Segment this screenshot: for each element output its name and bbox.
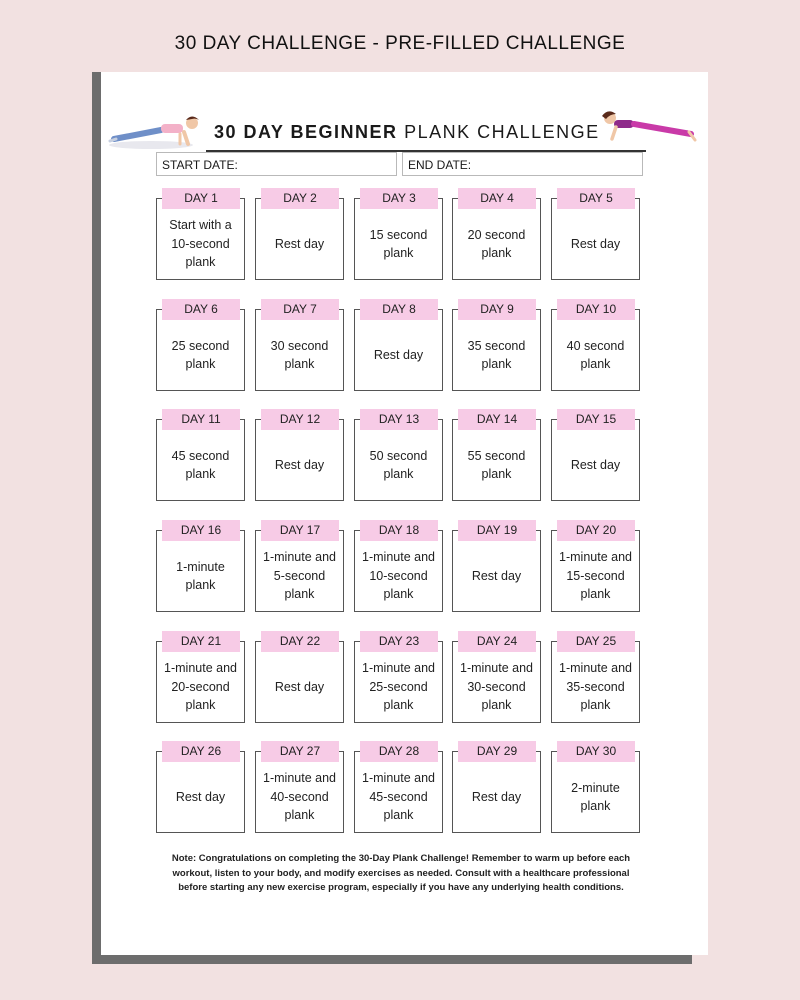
day-label: DAY 20	[557, 520, 635, 541]
day-activity: 30 second plank	[270, 338, 329, 371]
day-cell	[551, 299, 642, 391]
day-activity: 1-minute and 15-second plank	[559, 550, 632, 602]
day-cell	[354, 299, 445, 391]
planner-title-bold: 30 DAY BEGINNER	[214, 122, 398, 142]
day-cell	[156, 299, 247, 391]
day-cell	[156, 741, 247, 833]
day-cell	[156, 631, 247, 723]
day-activity: 1-minute and 35-second plank	[559, 661, 632, 713]
day-cell	[551, 631, 642, 723]
day-label: DAY 22	[261, 631, 339, 652]
day-cell	[354, 188, 445, 280]
day-label: DAY 25	[557, 631, 635, 652]
day-label: DAY 3	[360, 188, 438, 209]
day-activity: 55 second plank	[467, 448, 526, 481]
day-cell	[156, 188, 247, 280]
day-label: DAY 19	[458, 520, 536, 541]
day-label: DAY 2	[261, 188, 339, 209]
day-label: DAY 18	[360, 520, 438, 541]
day-label: DAY 12	[261, 409, 339, 430]
day-activity: 20 second plank	[467, 227, 526, 260]
day-activity: Start with a 10-second plank	[169, 218, 232, 270]
day-activity: 1-minute and 40-second plank	[263, 771, 336, 823]
day-cell	[551, 409, 642, 501]
day-label: DAY 23	[360, 631, 438, 652]
day-cell	[452, 409, 543, 501]
plank-woman-right-illustration	[596, 110, 701, 150]
day-activity: Rest day	[471, 568, 522, 583]
day-cell	[452, 741, 543, 833]
day-label: DAY 27	[261, 741, 339, 762]
day-activity: 40 second plank	[566, 338, 625, 371]
day-activity: 1-minute plank	[176, 559, 225, 592]
day-activity: 1-minute and 20-second plank	[164, 661, 237, 713]
day-cell	[551, 520, 642, 612]
day-activity: 35 second plank	[467, 338, 526, 371]
day-cell	[255, 299, 346, 391]
day-cell	[255, 520, 346, 612]
day-activity: 2-minute plank	[571, 780, 620, 813]
day-label: DAY 10	[557, 299, 635, 320]
day-activity: 50 second plank	[369, 448, 428, 481]
day-label: DAY 29	[458, 741, 536, 762]
day-label: DAY 30	[557, 741, 635, 762]
day-cell	[354, 520, 445, 612]
planner-title	[214, 122, 600, 143]
day-label: DAY 28	[360, 741, 438, 762]
day-label: DAY 6	[162, 299, 240, 320]
day-activity: Rest day	[570, 236, 621, 251]
plank-woman-left-illustration	[106, 114, 211, 154]
day-activity: Rest day	[274, 457, 325, 472]
day-cell	[452, 299, 543, 391]
day-label: DAY 4	[458, 188, 536, 209]
day-label: DAY 7	[261, 299, 339, 320]
day-cell	[452, 631, 543, 723]
day-cell	[255, 188, 346, 280]
day-cell	[156, 520, 247, 612]
day-cell	[255, 631, 346, 723]
day-cell	[255, 409, 346, 501]
challenge-note: Note: Congratulations on completing the 30-Day Plank Challenge! Remember to warm up before each workout, listen to your body, and modify exercises as needed. Consult with a healthcare professional before starting any new exercise program, especially if you have any underlying health conditions.	[171, 853, 631, 893]
day-activity: Rest day	[373, 347, 424, 362]
day-activity: 1-minute and 10-second plank	[362, 550, 435, 602]
day-activity: 25 second plank	[171, 338, 230, 371]
planner-sheet	[101, 72, 708, 955]
day-activity: 15 second plank	[369, 227, 428, 260]
day-label: DAY 14	[458, 409, 536, 430]
day-label: DAY 1	[162, 188, 240, 209]
day-activity: Rest day	[175, 789, 226, 804]
day-label: DAY 26	[162, 741, 240, 762]
planner-title-rest: PLANK CHALLENGE	[397, 122, 600, 142]
day-activity: Rest day	[274, 679, 325, 694]
date-row	[156, 152, 643, 178]
day-label: DAY 8	[360, 299, 438, 320]
day-activity: 1-minute and 45-second plank	[362, 771, 435, 823]
day-label: DAY 17	[261, 520, 339, 541]
day-activity: Rest day	[471, 789, 522, 804]
day-cell	[551, 741, 642, 833]
planner-header	[106, 110, 701, 152]
day-label: DAY 9	[458, 299, 536, 320]
day-cell	[452, 188, 543, 280]
day-activity: Rest day	[570, 457, 621, 472]
day-activity: 1-minute and 5-second plank	[263, 550, 336, 602]
day-cell	[452, 520, 543, 612]
day-cell	[354, 631, 445, 723]
day-cell	[156, 409, 247, 501]
day-label: DAY 16	[162, 520, 240, 541]
day-activity: 1-minute and 30-second plank	[460, 661, 533, 713]
day-label: DAY 15	[557, 409, 635, 430]
page-caption: 30 DAY CHALLENGE - PRE-FILLED CHALLENGE	[174, 33, 626, 54]
day-cell	[354, 409, 445, 501]
day-activity: 1-minute and 25-second plank	[362, 661, 435, 713]
day-label: DAY 5	[557, 188, 635, 209]
day-label: DAY 11	[162, 409, 240, 430]
day-label: DAY 21	[162, 631, 240, 652]
day-activity: 45 second plank	[171, 448, 230, 481]
day-cell	[255, 741, 346, 833]
day-activity: Rest day	[274, 236, 325, 251]
end-date-field[interactable]: END DATE:	[402, 152, 643, 176]
day-cell	[551, 188, 642, 280]
day-cell	[354, 741, 445, 833]
day-label: DAY 13	[360, 409, 438, 430]
day-label: DAY 24	[458, 631, 536, 652]
start-date-field[interactable]: START DATE:	[156, 152, 397, 176]
